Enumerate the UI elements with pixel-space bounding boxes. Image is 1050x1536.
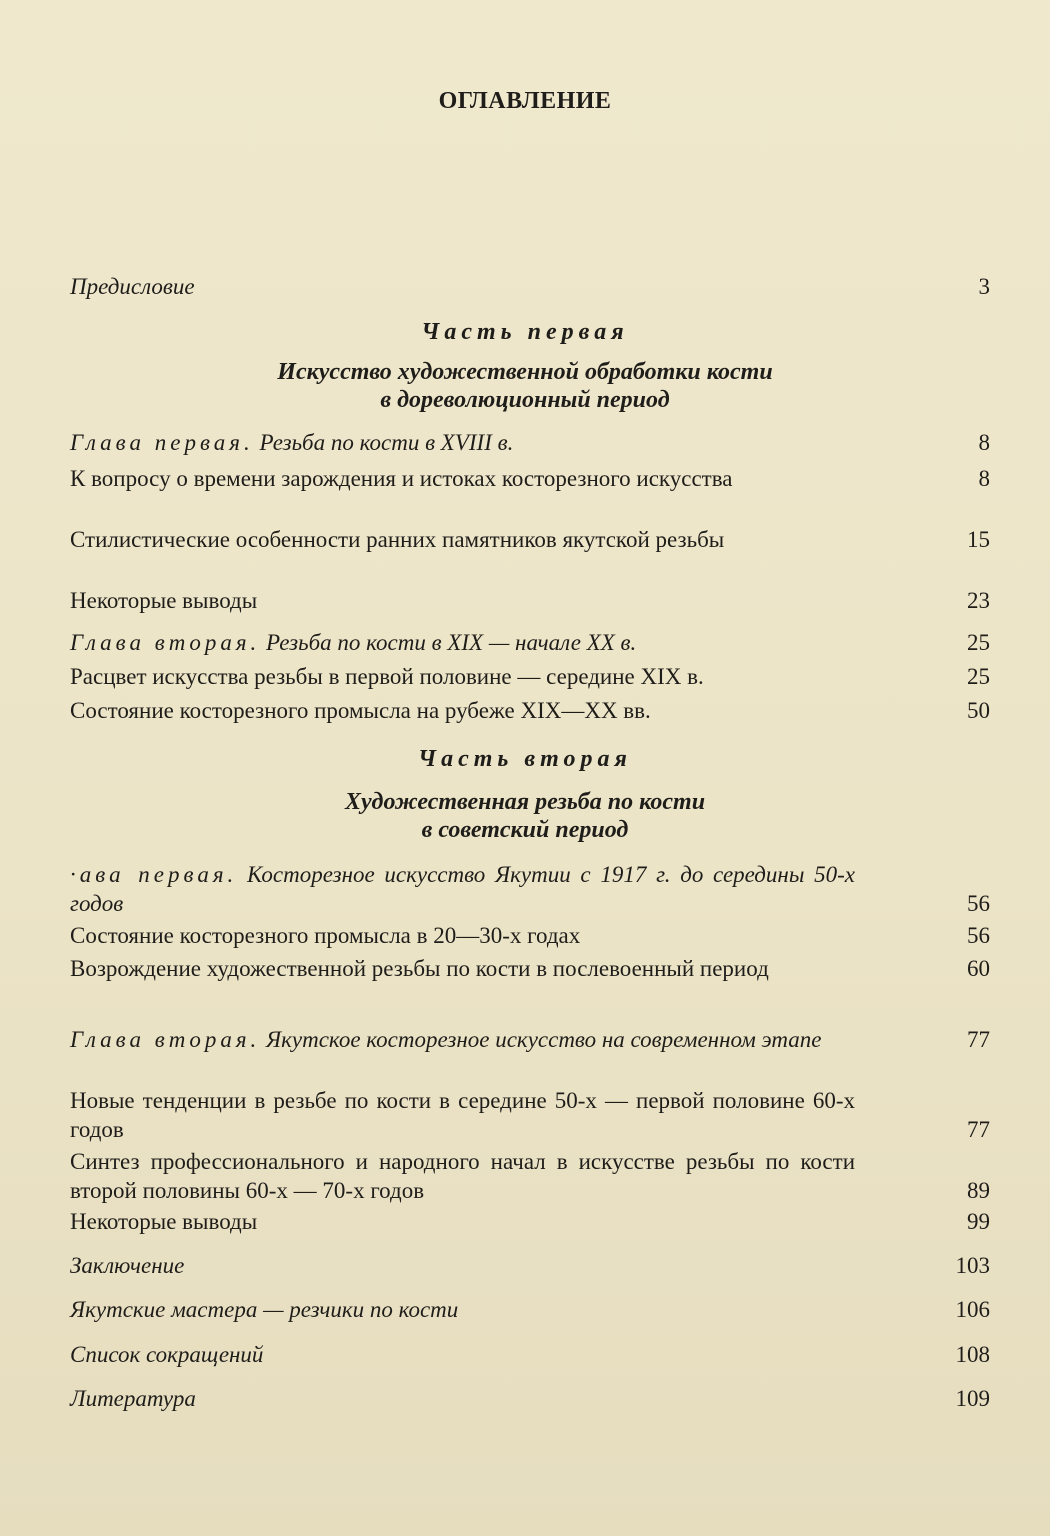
- toc-page-number: 109: [955, 1386, 990, 1411]
- toc-entry-preface[interactable]: [70, 272, 990, 301]
- toc-entry-text: Предисловие: [70, 274, 195, 299]
- page-title: ОГЛАВЛЕНИЕ: [438, 88, 612, 114]
- part-two-title-line1: Художественная резьба по кости: [344, 789, 706, 815]
- part-one-title-line2: в дореволюционный период: [380, 387, 670, 413]
- part-one-title-line1: Искусство художественной обработки кости: [277, 359, 773, 385]
- toc-entry-text: Расцвет искусства резьбы в первой половине — середине XIX в.: [70, 664, 704, 689]
- toc-chapter-1-1[interactable]: [70, 428, 990, 457]
- toc-page-number: 50: [967, 698, 990, 723]
- chapter-title: Якутское косторезное искусство на современном этапе: [260, 1027, 822, 1052]
- part-two-title-line2: в советский период: [421, 817, 629, 843]
- chapter-title: Резьба по кости в XIX — начале XX в.: [260, 630, 637, 655]
- toc-entry-text: К вопросу о времени зарождения и истоках косторезного искусства: [70, 466, 733, 491]
- toc-entry-text: Некоторые выводы: [70, 1209, 258, 1234]
- chapter-prefix: Глава вторая.: [70, 1027, 261, 1052]
- chapter-title: Резьба по кости в XVIII в.: [253, 430, 514, 455]
- chapter-prefix: Глава вторая.: [70, 630, 261, 655]
- toc-entry-text: Литература: [70, 1386, 196, 1411]
- toc-chapter-2-2[interactable]: [70, 1025, 990, 1054]
- toc-chapter-2-1[interactable]: [70, 860, 990, 918]
- toc-entry[interactable]: [70, 1147, 990, 1205]
- toc-page-number: 77: [967, 1117, 990, 1142]
- toc-page-number: 60: [967, 956, 990, 981]
- toc-entry[interactable]: [70, 921, 990, 950]
- toc-entry-text: Стилистические особенности ранних памятников якутской резьбы: [70, 527, 725, 552]
- toc-entry-text: Заключение: [70, 1253, 185, 1278]
- toc-page-number: 108: [955, 1342, 990, 1367]
- toc-entry-text: Состояние косторезного промысла в 20—30-х годах: [70, 923, 581, 948]
- toc-entry[interactable]: [70, 696, 990, 725]
- toc-entry-text: Состояние косторезного промысла на рубеже XIX—XX вв.: [70, 698, 651, 723]
- toc-page-number: 99: [967, 1209, 990, 1234]
- toc-entry-text: Возрождение художественной резьбы по кости в послевоенный период: [70, 956, 769, 981]
- toc-page-number: 103: [955, 1253, 990, 1278]
- toc-entry-conclusion[interactable]: [70, 1251, 990, 1280]
- part-two-title: [0, 788, 1050, 844]
- toc-entry-text: Список сокращений: [70, 1342, 264, 1367]
- toc-entry-abbreviations[interactable]: [70, 1340, 990, 1369]
- toc-page-number: 56: [967, 923, 990, 948]
- chapter-prefix: ·ава первая.: [70, 862, 238, 887]
- toc-page-number: 3: [978, 274, 990, 299]
- chapter-prefix: Глава первая.: [70, 430, 254, 455]
- toc-entry[interactable]: [70, 1207, 990, 1236]
- toc-page-number: 77: [967, 1027, 990, 1052]
- chapter-title: Косторезное искусство Якутии с 1917 г. до середины 50-х годов: [70, 862, 855, 916]
- toc-entry-masters[interactable]: [70, 1295, 990, 1324]
- toc-entry-literature[interactable]: [70, 1384, 990, 1413]
- toc-entry-text: Синтез профессионального и народного начал в искусстве резьбы по кости второй половины 60-х — 70-х годов: [70, 1149, 855, 1203]
- toc-chapter-1-2[interactable]: [70, 628, 990, 657]
- toc-entry[interactable]: [70, 1086, 990, 1144]
- toc-entry-text: Новые тенденции в резьбе по кости в середине 50-х — первой половине 60-х годов: [70, 1088, 855, 1142]
- toc-entry[interactable]: [70, 662, 990, 691]
- toc-page-number: 89: [967, 1178, 990, 1203]
- toc-entry[interactable]: [70, 464, 990, 493]
- part-one-title: [0, 358, 1050, 414]
- part-two-label: Часть вторая: [418, 746, 632, 772]
- toc-page-number: 8: [978, 430, 990, 455]
- toc-entry[interactable]: [70, 525, 990, 554]
- toc-page-number: 8: [978, 466, 990, 491]
- toc-page-number: 15: [967, 527, 990, 552]
- toc-page-number: 56: [967, 891, 990, 916]
- part-one-label: Часть первая: [421, 319, 629, 345]
- toc-page-number: 25: [967, 664, 990, 689]
- toc-entry[interactable]: [70, 954, 990, 983]
- toc-entry-text: Некоторые выводы: [70, 588, 258, 613]
- toc-page-number: 25: [967, 630, 990, 655]
- toc-entry[interactable]: [70, 586, 990, 615]
- toc-page-number: 106: [955, 1297, 990, 1322]
- toc-entry-text: Якутские мастера — резчики по кости: [70, 1297, 459, 1322]
- toc-page-number: 23: [967, 588, 990, 613]
